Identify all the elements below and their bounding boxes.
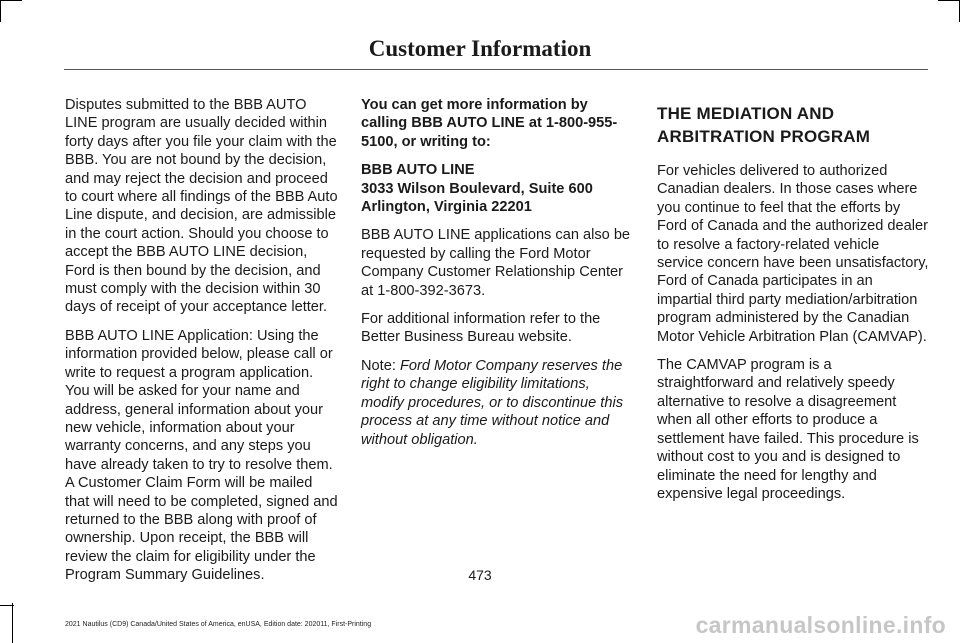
column-left bbox=[65, 96, 339, 595]
heading-line: THE MEDIATION AND bbox=[657, 104, 835, 123]
watermark: carmanualsonline.info bbox=[695, 612, 946, 638]
address-line: BBB AUTO LINE bbox=[361, 162, 475, 179]
crop-mark bbox=[0, 605, 14, 606]
crop-mark bbox=[0, 0, 1, 22]
paragraph: For additional information refer to the Better Business Bureau website. bbox=[361, 311, 601, 346]
address-line: 3033 Wilson Boulevard, Suite 600 bbox=[361, 180, 593, 197]
page-title: Customer Information bbox=[368, 36, 592, 61]
page-number: 473 bbox=[468, 567, 492, 583]
note bbox=[361, 357, 633, 449]
paragraph: The CAMVAP program is a straightforward and relatively speedy alternative to resolve a disagreement when all other efforts to produce a settlement have failed. This procedure is without cost to you and is designed to eliminate the need for lengthy and expensive legal proceedings. bbox=[657, 357, 919, 502]
paragraph: Disputes submitted to the BBB AUTO LINE program are usually decided within forty days after you file your claim with the BBB. You are not bound by the decision, and may reject the decision and proceed to court where all findings of the BBB Auto Line dispute, and decision, are admissible in the court action. Should you choose to accept the BBB AUTO LINE decision, Ford is then bound by the decision, and must comply with the decision within 30 days of receipt of your acceptance letter. bbox=[65, 97, 338, 316]
header-divider bbox=[64, 69, 928, 70]
address-block bbox=[361, 161, 633, 216]
paragraph: For vehicles delivered to authorized Canadian dealers. In those cases where you continue to feel that the efforts by Ford of Canada and the authorized dealer to resolve a factory-related vehicle service concern have been unsatisfactory, Ford of Canada participates in an impartial third party mediation/arbitration program administered by the Canadian Motor Vehicle Arbitration Plan (CAMVAP). bbox=[657, 163, 929, 345]
section-heading bbox=[657, 102, 929, 148]
crop-mark bbox=[0, 0, 22, 1]
address-line: Arlington, Virginia 22201 bbox=[361, 199, 532, 216]
heading-line: ARBITRATION PROGRAM bbox=[657, 127, 871, 146]
edition-footer: 2021 Nautilus (CD9) Canada/United States of America, enUSA, Edition date: 202011, First-Printing bbox=[65, 621, 372, 628]
crop-mark bbox=[938, 0, 960, 1]
paragraph: BBB AUTO LINE Application: Using the information provided below, please call or write to request a program application. You will be asked for your name and address, general information about your new vehicle, information about your warranty concerns, and any steps you have already taken to try to resolve them. A Customer Claim Form will be mailed that will need to be completed, signed and returned to the BBB along with proof of ownership. Upon receipt, the BBB will review the claim for eligibility under the Program Summary Guidelines. bbox=[65, 327, 338, 584]
note-label: Note: bbox=[361, 357, 396, 374]
note-text: Ford Motor Company reserves the right to change eligibility limitations, modify procedures, or to discontinue this process at any time without notice and without obligation. bbox=[361, 357, 624, 448]
column-right bbox=[657, 96, 929, 513]
paragraph-contact: You can get more information by calling BBB AUTO LINE at 1-800-955-5100, or writing to: bbox=[361, 97, 618, 150]
column-middle bbox=[361, 96, 633, 459]
crop-mark bbox=[12, 603, 13, 643]
paragraph: BBB AUTO LINE applications can also be requested by calling the Ford Motor Company Customer Relationship Center at 1-800-392-3673. bbox=[361, 227, 631, 299]
